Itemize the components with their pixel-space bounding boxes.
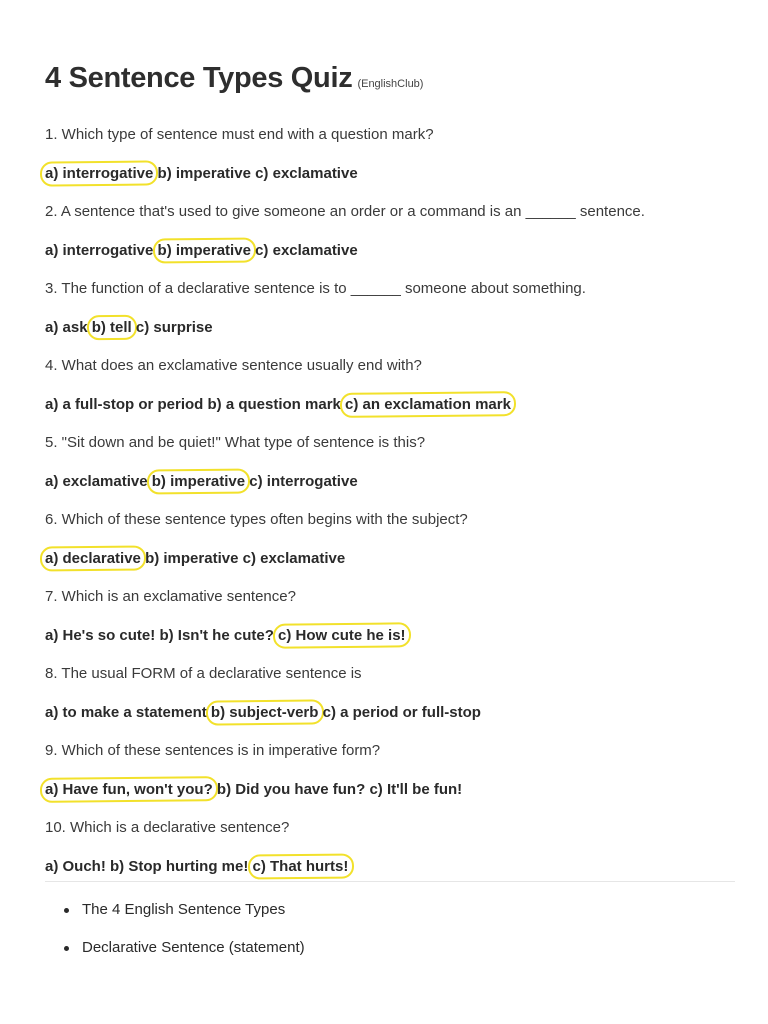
answer-option: c) interrogative [249, 473, 358, 490]
answer-options [45, 469, 735, 495]
answer-options [45, 315, 735, 341]
answer-options [45, 777, 735, 803]
answer-option: b) Isn't he cute? [159, 627, 274, 644]
answer-option: a) interrogative [45, 242, 154, 259]
bullet-icon [64, 908, 69, 913]
quiz-item [45, 661, 735, 726]
answer-option-circled: b) subject-verb [210, 704, 319, 721]
answer-option: c) exclamative [255, 165, 358, 182]
answer-option: b) Stop hurting me! [110, 858, 249, 875]
quiz-item [45, 815, 735, 880]
question-text: 10. Which is a declarative sentence? [45, 819, 290, 836]
quiz-item [45, 584, 735, 649]
quiz-item [45, 276, 735, 341]
answer-option: b) Did you have fun? [216, 781, 366, 798]
answer-option: c) exclamative [242, 550, 346, 567]
answer-option: b) a question mark [207, 396, 341, 413]
question-text: 8. The usual FORM of a declarative sentence is [45, 665, 362, 682]
related-links [62, 897, 305, 973]
question-text: 2. A sentence that's used to give someone an order or a command is an ______ sentence. [45, 203, 645, 220]
answer-option-circled: a) declarative [45, 550, 141, 567]
question-text: 1. Which type of sentence must end with a question mark? [45, 126, 434, 143]
bullet-icon [64, 946, 69, 951]
answer-option-circled: c) an exclamation mark [345, 396, 511, 413]
answer-option-circled: b) imperative [151, 473, 246, 490]
answer-options [45, 546, 735, 572]
quiz-item [45, 507, 735, 572]
answer-option: a) Ouch! [45, 858, 106, 875]
answer-options [45, 700, 735, 726]
answer-options [45, 238, 735, 264]
question-text: 9. Which of these sentences is in imperative form? [45, 742, 381, 759]
answer-option-circled: c) That hurts! [252, 858, 349, 875]
related-link-label[interactable]: The 4 English Sentence Types [82, 901, 286, 918]
source-label: (EnglishClub) [357, 78, 424, 90]
answer-option: a) to make a statement [45, 704, 207, 721]
quiz-item [45, 430, 735, 495]
section-divider [45, 881, 735, 882]
answer-options [45, 623, 735, 649]
quiz-list [45, 122, 735, 880]
answer-option: b) imperative [157, 165, 251, 182]
related-link-label[interactable]: Declarative Sentence (statement) [82, 939, 305, 956]
question-text: 6. Which of these sentence types often begins with the subject? [45, 511, 468, 528]
answer-option: c) a period or full-stop [322, 704, 481, 721]
answer-option: c) It'll be fun! [369, 781, 463, 798]
related-link-item[interactable] [62, 897, 305, 923]
quiz-item [45, 122, 735, 187]
answer-options [45, 161, 735, 187]
question-text: 7. Which is an exclamative sentence? [45, 588, 296, 605]
answer-option-circled: c) How cute he is! [278, 627, 406, 644]
answer-option-circled: b) imperative [157, 242, 251, 259]
quiz-item [45, 353, 735, 418]
answer-option: a) He's so cute! [45, 627, 156, 644]
question-text: 3. The function of a declarative sentence is to ______ someone about something. [45, 280, 586, 297]
answer-options [45, 854, 735, 880]
question-text: 4. What does an exclamative sentence usually end with? [45, 357, 422, 374]
answer-options [45, 392, 735, 418]
quiz-page [45, 62, 735, 892]
answer-option-circled: a) Have fun, won't you? [45, 781, 213, 798]
related-link-item[interactable] [62, 935, 305, 961]
quiz-item [45, 738, 735, 803]
title-row [45, 62, 735, 106]
answer-option: c) exclamative [255, 242, 358, 259]
answer-option: b) imperative [145, 550, 239, 567]
page-title: 4 Sentence Types Quiz [45, 62, 353, 94]
answer-option-circled: b) tell [91, 319, 132, 336]
answer-option: a) ask [45, 319, 88, 336]
answer-option-circled: a) interrogative [45, 165, 154, 182]
quiz-item [45, 199, 735, 264]
answer-option: c) surprise [135, 319, 213, 336]
question-text: 5. "Sit down and be quiet!" What type of sentence is this? [45, 434, 426, 451]
answer-option: a) a full-stop or period [45, 396, 204, 413]
answer-option: a) exclamative [45, 473, 148, 490]
